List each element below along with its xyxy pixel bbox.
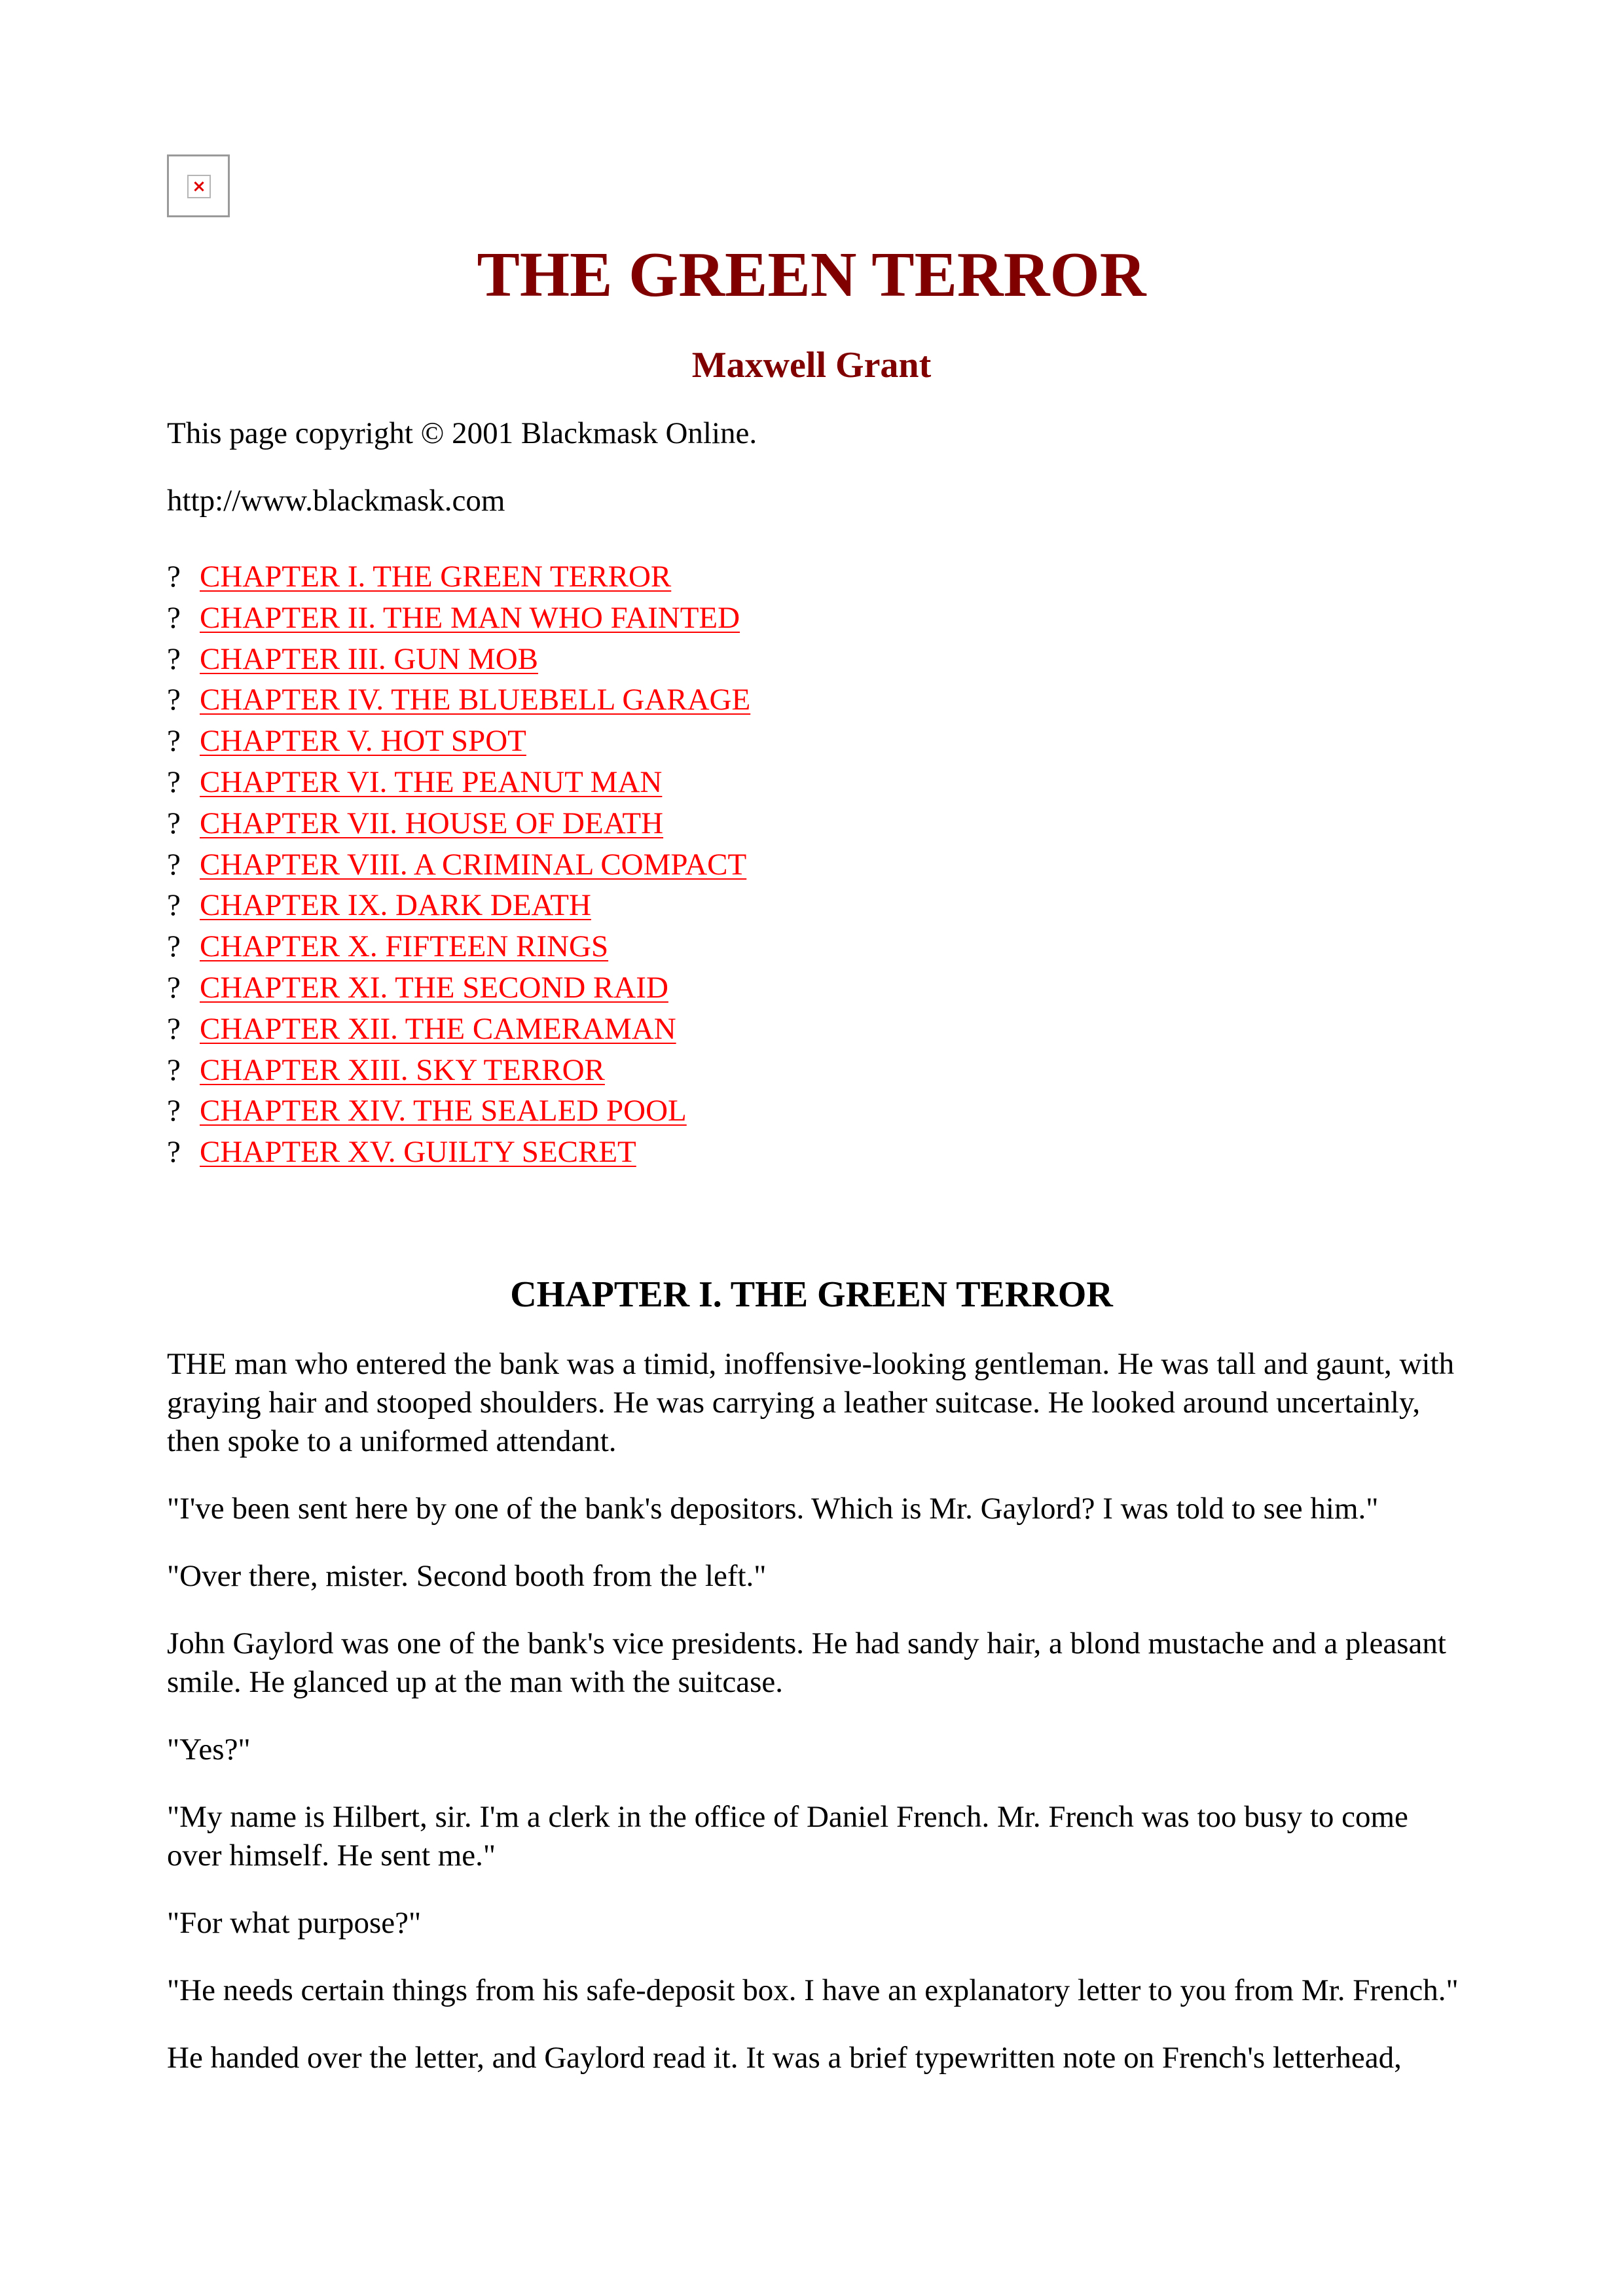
toc-bullet: ? [167,1052,181,1087]
document-title: THE GREEN TERROR [477,240,1146,310]
toc-bullet: ? [167,764,181,799]
paragraph: "For what purpose?" [167,1906,422,1940]
toc-bullet: ? [167,970,181,1005]
toc-link-chapter-15[interactable]: CHAPTER XV. GUILTY SECRET [200,1135,636,1170]
chapter-body [167,1345,1470,2106]
toc-link-chapter-8[interactable]: CHAPTER VIII. A CRIMINAL COMPACT [200,847,747,882]
toc-item [167,926,750,967]
toc-bullet: ? [167,683,181,717]
paragraph: He handed over the letter, and Gaylord read it. It was a brief typewritten note on French's letterhead, [167,2041,1402,2075]
toc-link-chapter-4[interactable]: CHAPTER IV. THE BLUEBELL GARAGE [200,683,751,717]
toc-bullet: ? [167,1011,181,1046]
toc-link-chapter-14[interactable]: CHAPTER XIV. THE SEALED POOL [200,1094,687,1128]
paragraph: "My name is Hilbert, sir. I'm a clerk in the office of Daniel French. Mr. French was too busy to come over himself. He sent me." [167,1800,1408,1873]
toc-item [167,639,750,680]
toc-item [167,967,750,1009]
toc-item [167,803,750,844]
toc-item [167,844,750,886]
paragraph: John Gaylord was one of the bank's vice presidents. He had sandy hair, a blond mustache and a pleasant smile. He glanced up at the man with the suitcase. [167,1626,1446,1699]
toc-bullet: ? [167,560,181,594]
toc-item [167,721,750,762]
toc-link-chapter-6[interactable]: CHAPTER VI. THE PEANUT MAN [200,764,663,799]
toc-link-chapter-13[interactable]: CHAPTER XIII. SKY TERROR [200,1052,605,1087]
toc-item [167,1090,750,1132]
toc-bullet: ? [167,600,181,635]
toc-item [167,679,750,721]
toc-link-chapter-9[interactable]: CHAPTER IX. DARK DEATH [200,888,591,923]
paragraph: "He needs certain things from his safe-deposit box. I have an explanatory letter to you from Mr. French." [167,1973,1459,2007]
toc-link-chapter-5[interactable]: CHAPTER V. HOT SPOT [200,724,526,759]
broken-image-cross-icon: × [187,175,211,198]
toc-link-chapter-10[interactable]: CHAPTER X. FIFTEEN RINGS [200,929,609,964]
toc-bullet: ? [167,1135,181,1170]
paragraph: "I've been sent here by one of the bank's depositors. Which is Mr. Gaylord? I was told to see him." [167,1492,1379,1526]
toc-bullet: ? [167,888,181,923]
toc-item [167,1132,750,1173]
toc-item [167,1050,750,1091]
toc-item [167,762,750,803]
chapter-heading: CHAPTER I. THE GREEN TERROR [510,1274,1113,1315]
paragraph: "Over there, mister. Second booth from the left." [167,1559,767,1593]
paragraph: "Yes?" [167,1732,251,1767]
toc-link-chapter-12[interactable]: CHAPTER XII. THE CAMERAMAN [200,1011,676,1046]
toc-item [167,1009,750,1050]
toc-bullet: ? [167,847,181,882]
toc-bullet: ? [167,929,181,964]
toc-link-chapter-2[interactable]: CHAPTER II. THE MAN WHO FAINTED [200,600,740,635]
paragraph: THE man who entered the bank was a timid, inoffensive-looking gentleman. He was tall and gaunt, with graying hair and stooped shoulders. He was carrying a leather suitcase. He looked around uncertainly, then spoke to a uniformed attendant. [167,1347,1455,1458]
toc-bullet: ? [167,1094,181,1128]
toc-bullet: ? [167,641,181,676]
table-of-contents [167,556,750,1173]
toc-link-chapter-7[interactable]: CHAPTER VII. HOUSE OF DEATH [200,806,664,840]
toc-link-chapter-1[interactable]: CHAPTER I. THE GREEN TERROR [200,560,672,594]
broken-image-icon [167,154,230,217]
toc-item [167,598,750,639]
toc-link-chapter-11[interactable]: CHAPTER XI. THE SECOND RAID [200,970,668,1005]
toc-link-chapter-3[interactable]: CHAPTER III. GUN MOB [200,641,538,676]
document-author: Maxwell Grant [691,345,932,386]
copyright-notice: This page copyright © 2001 Blackmask Online. [167,416,757,450]
toc-bullet: ? [167,724,181,759]
toc-item [167,885,750,926]
toc-item [167,556,750,598]
toc-bullet: ? [167,806,181,840]
source-url: http://www.blackmask.com [167,484,505,518]
